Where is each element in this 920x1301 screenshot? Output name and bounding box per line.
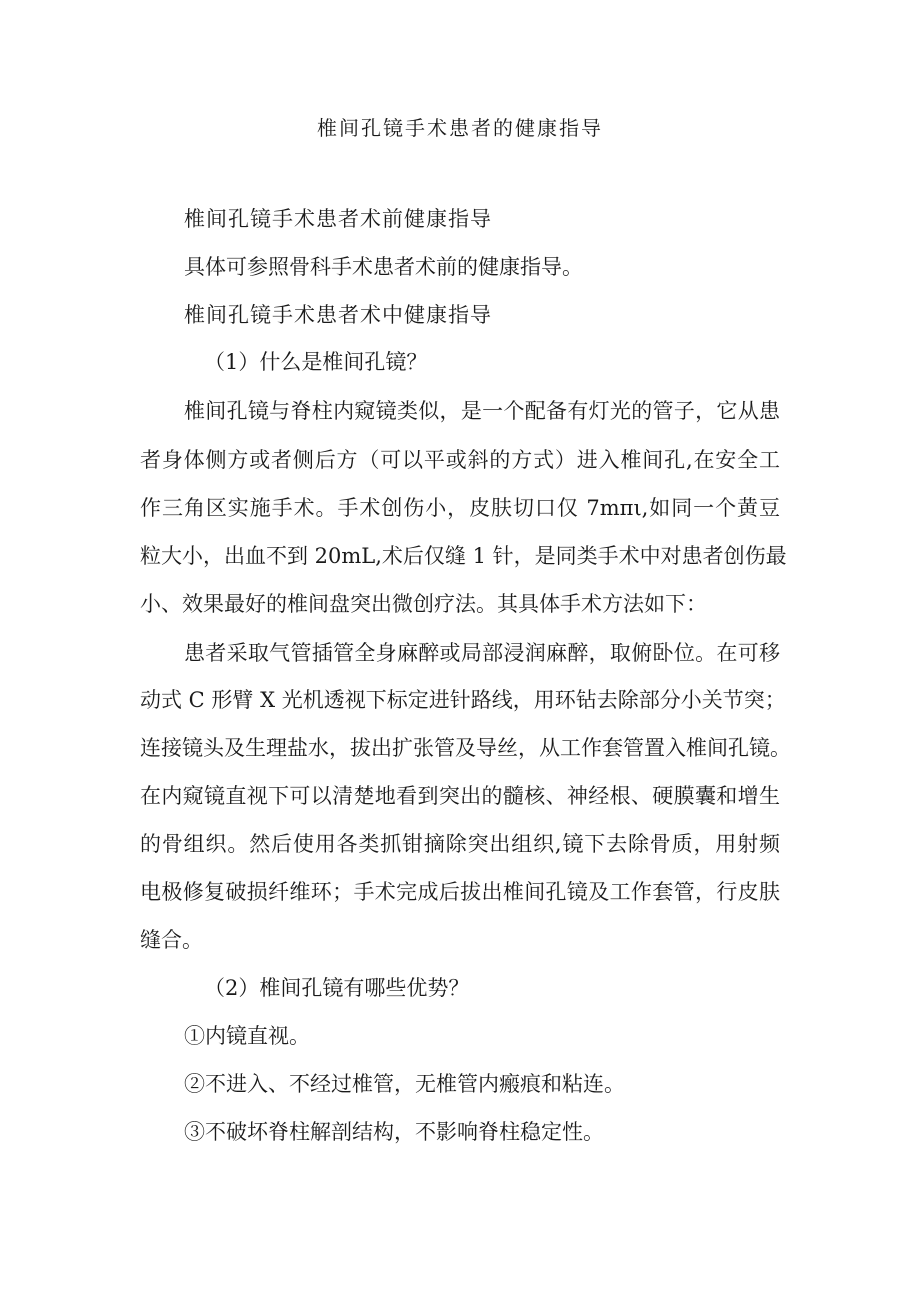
question-1: （1）什么是椎间孔镜？ (204, 350, 428, 374)
section-heading-intraop: 椎间孔镜手术患者术中健康指导 (184, 303, 492, 327)
paragraph-line: 动式 C 形臂 X 光机透视下标定进针路线，用环钻去除部分小关节突； (140, 688, 786, 712)
paragraph-line: 患者采取气管插管全身麻醉或局部浸润麻醉，取俯卧位。在可移 (184, 641, 780, 665)
paragraph-line: 者身体侧方或者侧后方（可以平或斜的方式）进入椎间孔,在安全工 (140, 448, 780, 472)
paragraph-line: 作三角区实施手术。手术创伤小，皮肤切口仅 7mπι,如同一个黄豆 (140, 496, 780, 520)
paragraph-line: 的骨组织。然后使用各类抓钳摘除突出组织,镜下去除骨质，用射频 (140, 832, 780, 856)
paragraph-line: 缝合。 (140, 928, 203, 952)
section-heading-preop: 椎间孔镜手术患者术前健康指导 (184, 207, 492, 231)
paragraph-line: 椎间孔镜与脊柱内窥镜类似，是一个配备有灯光的管子，它从患 (184, 399, 780, 423)
paragraph-line: 粒大小，出血不到 20mL,术后仅缝 1 针，是同类手术中对患者创伤最 (140, 544, 787, 568)
paragraph-line: 在内窥镜直视下可以清楚地看到突出的髓核、神经根、硬膜囊和增生 (140, 784, 780, 808)
preop-guidance-text: 具体可参照骨科手术患者术前的健康指导。 (184, 255, 583, 279)
advantage-item: ①内镜直视。 (184, 1024, 310, 1048)
paragraph-line: 连接镜头及生理盐水，拔出扩张管及导丝，从工作套管置入椎间孔镜。 (140, 736, 791, 760)
advantage-item: ②不进入、不经过椎管，无椎管内瘢痕和粘连。 (184, 1072, 625, 1096)
question-2: （2）椎间孔镜有哪些优势？ (204, 976, 470, 1000)
paragraph-line: 电极修复破损纤维环；手术完成后拔出椎间孔镜及工作套管，行皮肤 (140, 880, 780, 904)
advantage-item: ③不破坏脊柱解剖结构，不影响脊柱稳定性。 (184, 1120, 604, 1144)
paragraph-line: 小、效果最好的椎间盘突出微创疗法。其具体手术方法如下： (140, 592, 707, 616)
document-title: 椎间孔镜手术患者的健康指导 (317, 116, 603, 140)
